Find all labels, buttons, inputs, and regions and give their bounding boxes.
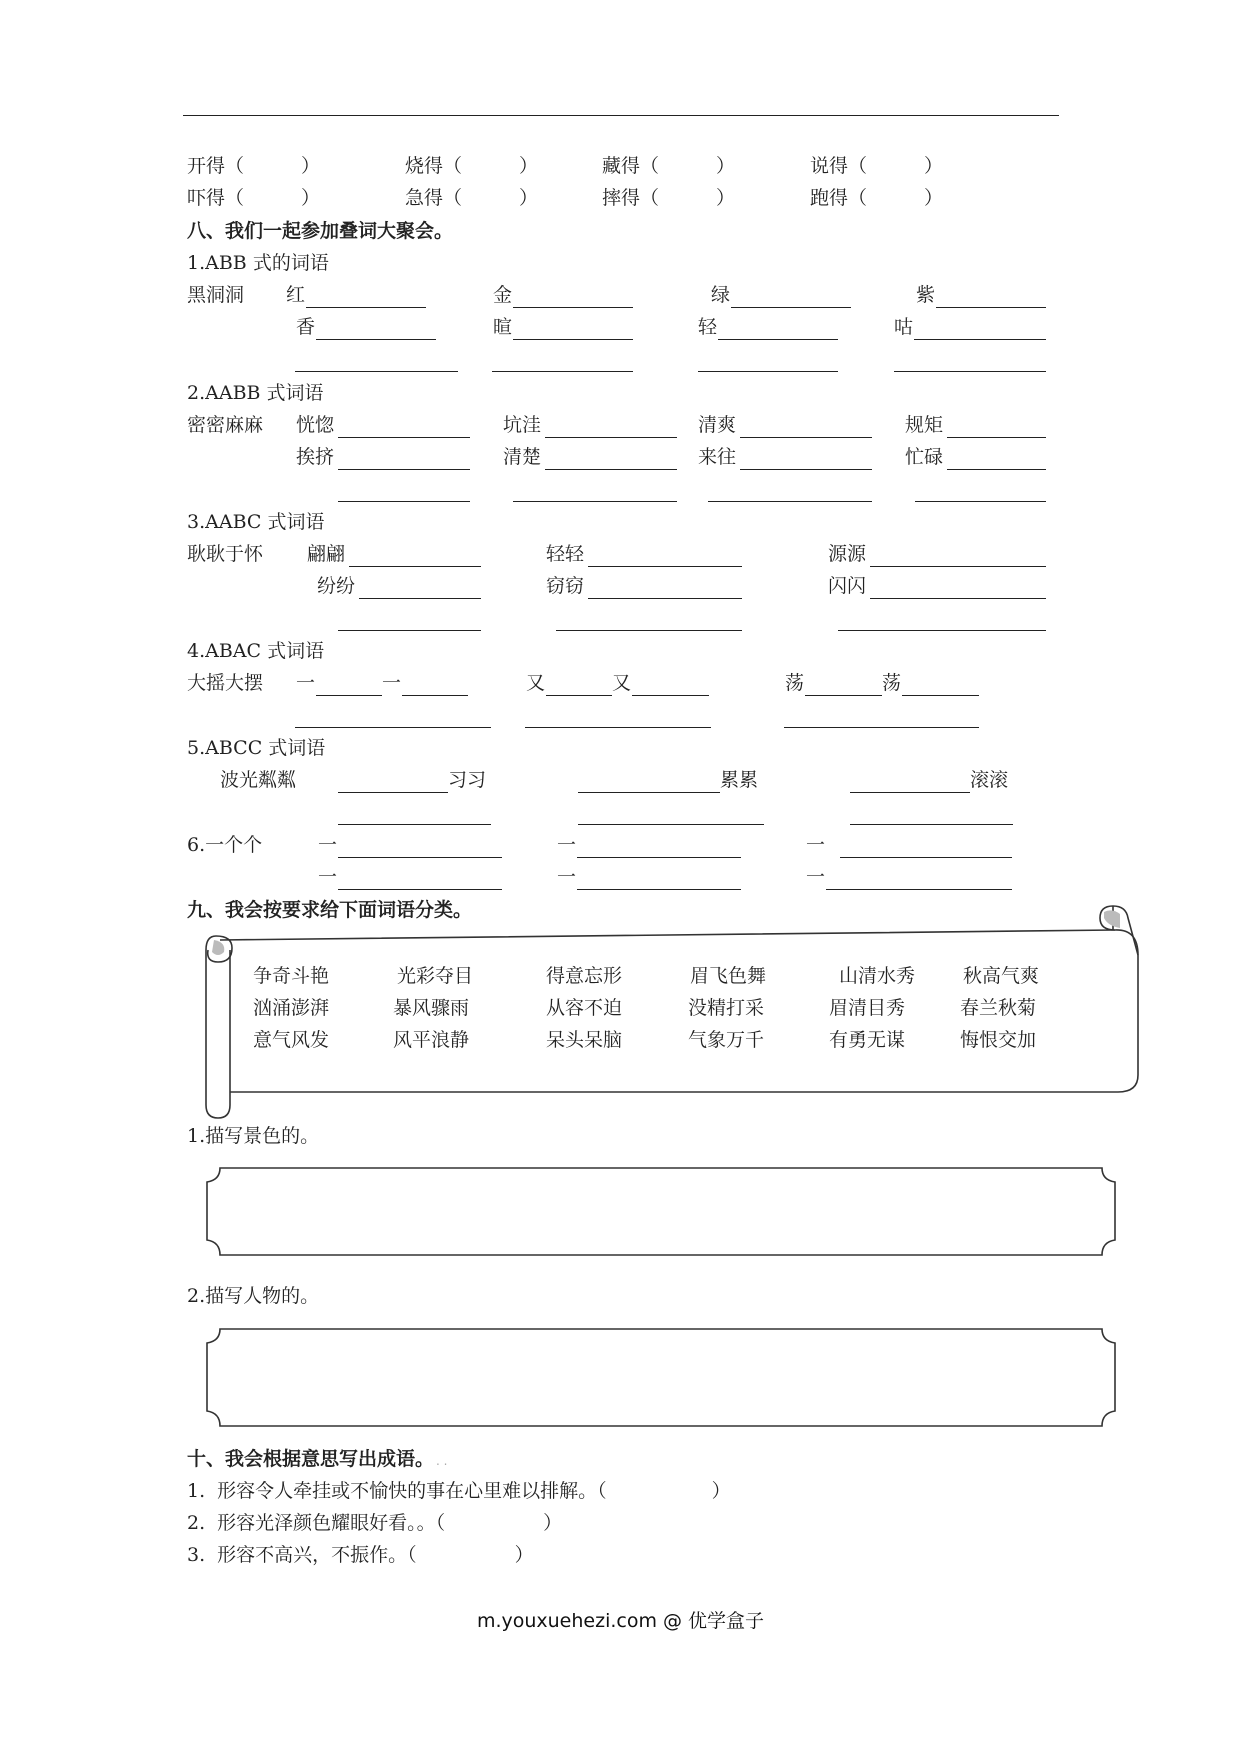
- yigege-word: 一: [557, 866, 577, 888]
- idiom-word: 意气风发: [253, 1029, 330, 1051]
- aabc-word: 闪闪: [828, 575, 867, 597]
- sec7-item-8: 跑得（ ）: [810, 187, 944, 209]
- abac-word: 一: [382, 672, 402, 694]
- idiom-word: 眉清目秀: [829, 997, 906, 1019]
- sec10-title: 十、我会根据意思写出成语。 . .: [187, 1448, 448, 1470]
- abb-word: 咕: [894, 316, 914, 338]
- idiom-word: 呆头呆脑: [546, 1029, 623, 1051]
- yigege-word: 一: [318, 866, 338, 888]
- item-text: 形容光泽颜色耀眼好看。。（: [217, 1512, 446, 1534]
- answer-box-scenery: [207, 1168, 1115, 1255]
- idiom-word: 秋高气爽: [963, 965, 1040, 987]
- yigege-word: 一: [806, 866, 826, 888]
- aabc-title: 3.AABC 式词语: [187, 511, 325, 533]
- idiom-word: 没精打采: [688, 997, 765, 1019]
- abcc-word: 累累: [720, 769, 759, 791]
- abac-title: 4.ABAC 式词语: [187, 640, 325, 662]
- abb-word: 香: [296, 316, 316, 338]
- item-close: ）: [514, 1544, 534, 1566]
- idiom-word: 风平浪静: [393, 1029, 470, 1051]
- idiom-word: 有勇无谋: [829, 1029, 906, 1051]
- sec7-item-4: 说得（ ）: [810, 155, 944, 177]
- aabc-word: 源源: [828, 543, 867, 565]
- sec7-item-5: 吓得（ ）: [187, 187, 321, 209]
- abac-word: 又: [612, 672, 632, 694]
- abb-example: 黑洞洞: [187, 284, 245, 306]
- idiom-word: 悔恨交加: [960, 1029, 1037, 1051]
- answer-box-people: [207, 1329, 1115, 1426]
- abac-word: 荡: [882, 672, 902, 694]
- aabb-title: 2.AABB 式词语: [187, 382, 324, 404]
- abac-example: 大摇大摆: [187, 672, 264, 694]
- item-text: 形容不高兴，不振作。（: [217, 1544, 417, 1566]
- item-close: ）: [711, 1480, 731, 1502]
- idiom-word: 眉飞色舞: [690, 965, 767, 987]
- abac-word: 荡: [785, 672, 805, 694]
- idiom-word: 争奇斗艳: [253, 965, 330, 987]
- aabc-example: 耿耿于怀: [187, 543, 264, 565]
- idiom-word: 山清水秀: [839, 965, 916, 987]
- item-text: 形容令人牵挂或不愉快的事在心里难以排解。（: [217, 1480, 607, 1502]
- sec7-item-7: 摔得（ ）: [602, 187, 736, 209]
- sec7-item-3: 藏得（ ）: [602, 155, 736, 177]
- idiom-word: 从容不迫: [546, 997, 623, 1019]
- abb-word: 紫: [916, 284, 936, 306]
- item-close: ）: [543, 1512, 563, 1534]
- aabc-word: 窃窃: [546, 575, 585, 597]
- sec7-item-2: 烧得（ ）: [405, 155, 539, 177]
- sec8-title: 八、我们一起参加叠词大聚会。: [187, 220, 454, 242]
- item-number: 1.: [187, 1480, 206, 1502]
- abcc-word: 习习: [448, 769, 487, 791]
- sec7-item-6: 急得（ ）: [405, 187, 539, 209]
- category-scenery-label: 1.描写景色的。: [187, 1125, 320, 1147]
- abb-word: 红: [286, 284, 306, 306]
- aabb-word: 坑洼: [503, 414, 542, 436]
- sec10-item-1: [187, 1479, 731, 1503]
- aabb-word: 忙碌: [905, 446, 944, 468]
- aabc-word: 轻轻: [546, 543, 585, 565]
- category-people-label: 2.描写人物的。: [187, 1285, 320, 1307]
- abcc-example: 波光粼粼: [220, 769, 297, 791]
- abac-word: 又: [526, 672, 546, 694]
- footer-watermark: m.youxuehezi.com @ 优学盒子: [476, 1610, 765, 1632]
- abb-word: 暄: [493, 316, 513, 338]
- aabc-word: 翩翩: [307, 543, 346, 565]
- yigege-word: 一: [318, 834, 338, 856]
- idiom-word: 光彩夺目: [397, 965, 474, 987]
- sec10-item-2: [187, 1511, 562, 1535]
- sec10-title-dots: . .: [436, 1454, 448, 1468]
- abcc-word: 滚滚: [970, 769, 1009, 791]
- sec10-item-3: [187, 1543, 534, 1567]
- abb-word: 金: [493, 284, 513, 306]
- item-number: 3.: [187, 1544, 206, 1566]
- aabb-word: 清楚: [503, 446, 542, 468]
- abac-word: 一: [296, 672, 316, 694]
- aabb-word: 清爽: [698, 414, 737, 436]
- abb-title: 1.ABB 式的词语: [187, 252, 329, 274]
- aabb-word: 恍惚: [296, 414, 335, 436]
- aabb-word: 挨挤: [296, 446, 335, 468]
- idiom-word: 得意忘形: [546, 965, 623, 987]
- aabb-word: 规矩: [905, 414, 944, 436]
- abb-word: 轻: [698, 316, 718, 338]
- aabb-word: 来往: [698, 446, 737, 468]
- sec9-title: 九、我会按要求给下面词语分类。: [187, 899, 473, 921]
- idiom-word: 汹涌澎湃: [253, 997, 330, 1019]
- abb-word: 绿: [711, 284, 731, 306]
- sec7-item-1: 开得（ ）: [187, 155, 321, 177]
- idiom-word: 春兰秋菊: [960, 997, 1037, 1019]
- yigege-word: 一: [806, 834, 826, 856]
- yigege-word: 一: [557, 834, 577, 856]
- item-number: 2.: [187, 1512, 206, 1534]
- abcc-title: 5.ABCC 式词语: [187, 737, 326, 759]
- aabc-word: 纷纷: [317, 575, 356, 597]
- idiom-word: 气象万千: [688, 1029, 765, 1051]
- aabb-example: 密密麻麻: [187, 414, 264, 436]
- idiom-word: 暴风骤雨: [393, 997, 470, 1019]
- yigege-title: 6.一个个: [187, 834, 263, 856]
